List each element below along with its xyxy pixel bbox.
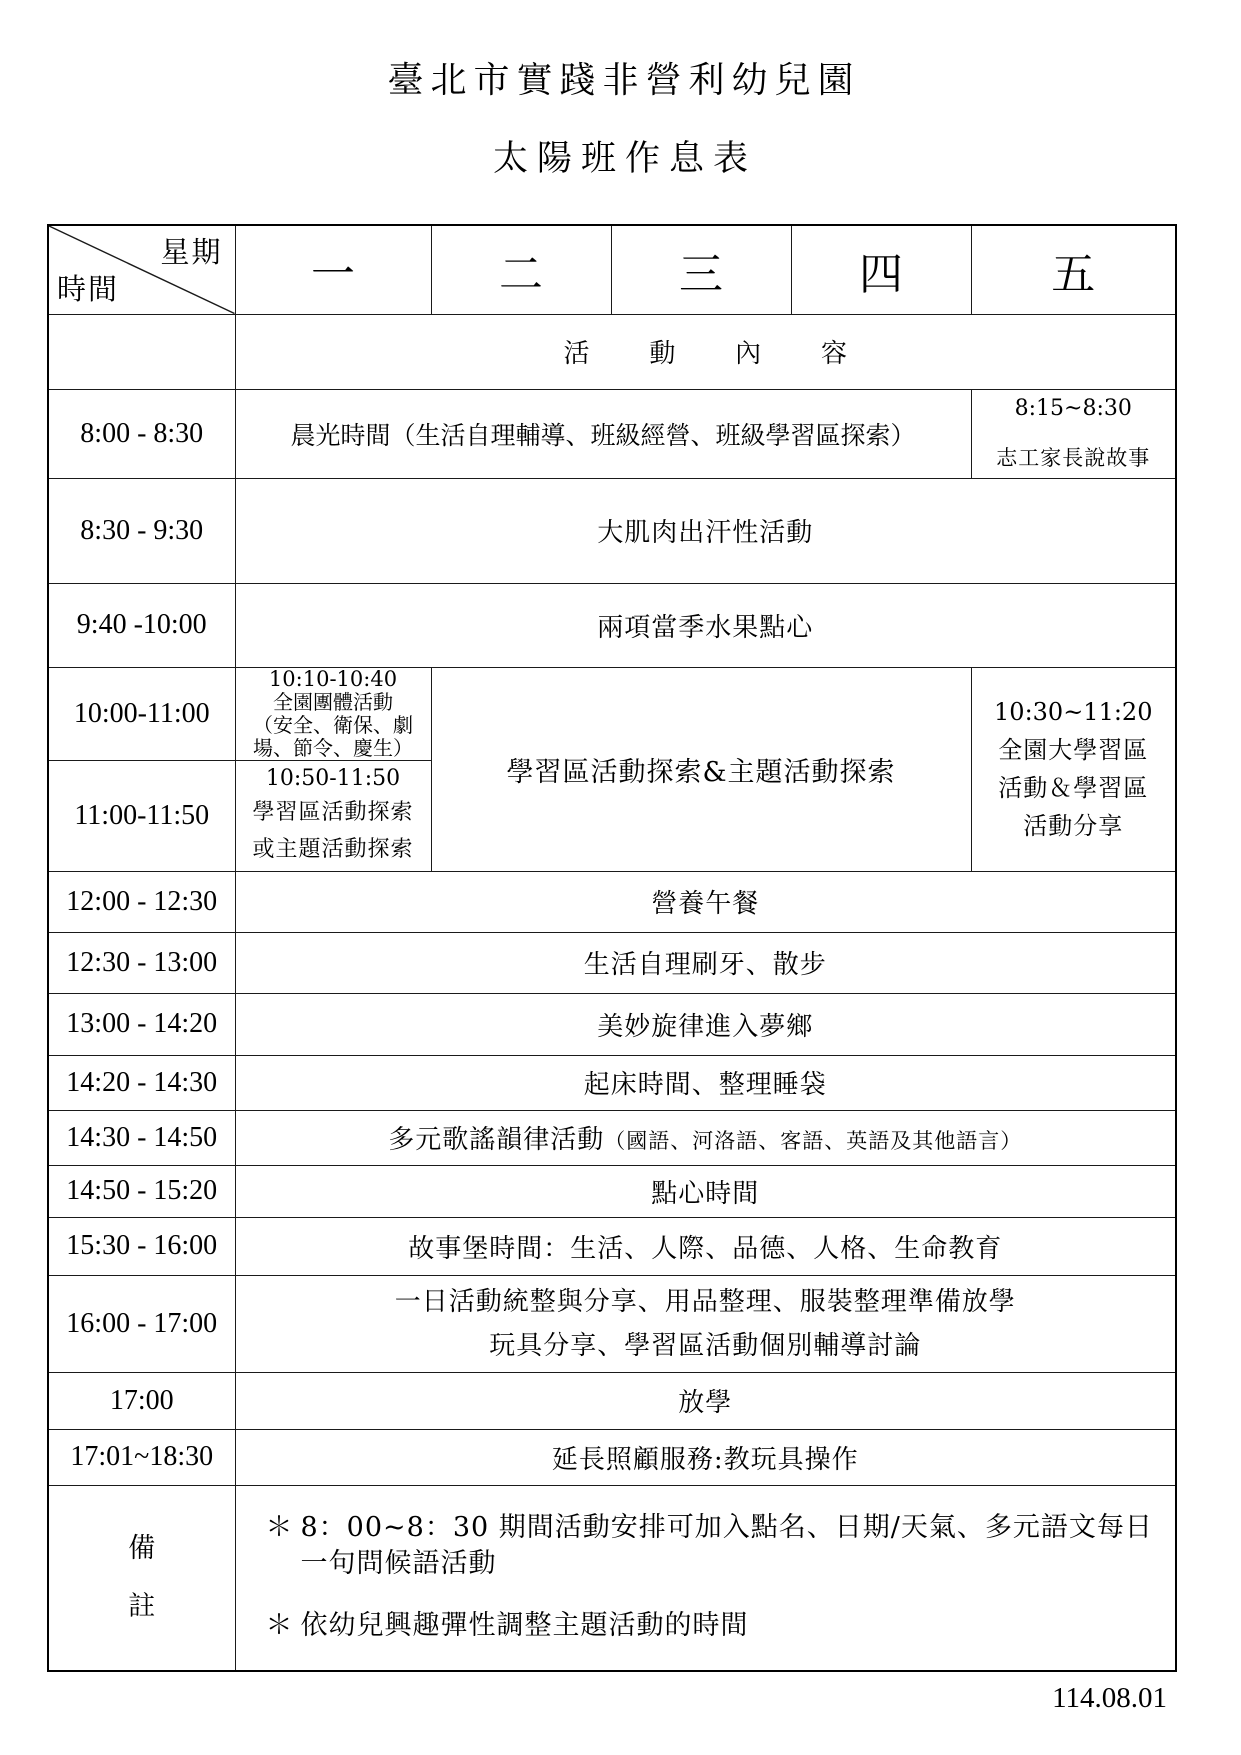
corner-week-label: 星期 [160,235,223,269]
schedule-table [47,224,1177,1672]
friday-learning-cell [971,667,1176,871]
corner-header-cell [48,225,235,314]
time-cell: 12:00 - 12:30 [48,871,235,932]
table-row-content-header [48,314,1176,389]
empty-time-cell [48,314,235,389]
time-cell: 14:50 - 15:20 [48,1165,235,1217]
day-header-fri: 五 [971,225,1176,314]
remark-text: 8：00~8：30 期間活動安排可加入點名、日期/天氣、多元語文每日一句問候語活動 [300,1511,1153,1579]
remark-item [266,1510,1162,1582]
friday-learning-line: 全園大學習區 [998,736,1149,764]
friday-storytime-time: 8:15~8:30 [1014,395,1132,421]
day-header-tue: 二 [431,225,611,314]
activity-cell-morning: 晨光時間（生活自理輔導、班級經營、班級學習區探索） [235,389,971,478]
remarks-label-cell [48,1485,235,1671]
footer-date: 114.08.01 [1052,1681,1167,1714]
monday-learning-line: 學習區活動探索 [252,799,414,825]
activity-cell-wrapup [235,1275,1176,1372]
time-cell: 14:30 - 14:50 [48,1110,235,1165]
time-cell: 12:30 - 13:00 [48,932,235,993]
songs-main-text: 多元歌謠韻律活動 [388,1125,605,1155]
activity-cell-snack: 點心時間 [235,1165,1176,1217]
asterisk-marker: ＊ [265,1511,293,1543]
activity-cell-exercise: 大肌肉出汗性活動 [235,478,1176,583]
table-row [48,932,1176,993]
table-row [48,667,1176,760]
midweek-learning-cell: 學習區活動探索&主題活動探索 [431,667,971,871]
monday-learning-line: 或主題活動探索 [252,836,414,862]
monday-learning-time: 10:50-11:50 [265,765,401,791]
activity-cell-extended: 延長照顧服務:教玩具操作 [235,1429,1176,1485]
content-header: 活動內容 [235,314,1176,389]
time-cell: 13:00 - 14:20 [48,993,235,1055]
time-cell: 11:00-11:50 [48,760,235,871]
table-row-remarks [48,1485,1176,1671]
wrapup-line-2: 玩具分享、學習區活動個別輔導討論 [489,1330,922,1361]
time-cell: 8:00 - 8:30 [48,389,235,478]
monday-learning-cell [235,760,431,871]
corner-time-label: 時間 [57,271,120,306]
table-row [48,1372,1176,1429]
wrapup-line-1: 一日活動統整與分享、用品整理、服裝整理準備放學 [394,1286,1016,1317]
table-row [48,1429,1176,1485]
time-cell: 9:40 -10:00 [48,583,235,667]
time-cell: 10:00-11:00 [48,667,235,760]
activity-cell-brush: 生活自理刷牙、散步 [235,932,1176,993]
table-row-header [48,225,1176,314]
day-header-wed: 三 [611,225,791,314]
asterisk-marker: ＊ [265,1609,293,1641]
time-cell: 16:00 - 17:00 [48,1275,235,1372]
day-header-mon: 一 [235,225,431,314]
friday-learning-line: 活動分享 [1023,812,1124,840]
monday-assembly-line: （安全、衛保、劇 [253,712,413,737]
activity-cell-wake: 起床時間、整理睡袋 [235,1055,1176,1110]
time-cell: 17:00 [48,1372,235,1429]
songs-paren-text: （國語、河洛語、客語、英語及其他語言） [604,1129,1023,1153]
time-cell: 15:30 - 16:00 [48,1217,235,1275]
remark-text: 依幼兒興趣彈性調整主題活動的時間 [300,1609,749,1641]
friday-storytime-cell [971,389,1176,478]
table-row [48,1217,1176,1275]
table-row [48,1055,1176,1110]
activity-cell-lunch: 營養午餐 [235,871,1176,932]
table-row [48,1275,1176,1372]
remarks-label-char: 備 [128,1532,156,1564]
monday-assembly-cell [235,667,431,760]
table-row [48,1110,1176,1165]
monday-assembly-time: 10:10-10:40 [268,667,398,691]
activity-cell-story: 故事堡時間：生活、人際、品德、人格、生命教育 [235,1217,1176,1275]
remarks-content-cell [235,1485,1176,1671]
friday-learning-line: 活動＆學習區 [998,774,1149,802]
remarks-label-char: 註 [128,1590,156,1622]
monday-assembly-line: 全園團體活動 [273,689,393,714]
table-row [48,389,1176,478]
table-row [48,583,1176,667]
table-row [48,478,1176,583]
table-row [48,871,1176,932]
remark-item [266,1608,1162,1644]
activity-cell-songs [235,1110,1176,1165]
time-cell: 17:01~18:30 [48,1429,235,1485]
table-row [48,993,1176,1055]
page-title: 臺北市實踐非營利幼兒園 [387,60,861,101]
page-subtitle: 太陽班作息表 [492,139,757,179]
time-cell: 14:20 - 14:30 [48,1055,235,1110]
time-cell: 8:30 - 9:30 [48,478,235,583]
friday-storytime-text: 志工家長說故事 [996,445,1151,470]
friday-learning-time: 10:30~11:20 [994,698,1153,726]
activity-cell-nap: 美妙旋律進入夢鄉 [235,993,1176,1055]
table-row [48,1165,1176,1217]
day-header-thu: 四 [791,225,971,314]
activity-cell-dismissal: 放學 [235,1372,1176,1429]
monday-assembly-line: 場、節令、慶生） [253,735,413,760]
activity-cell-fruit: 兩項當季水果點心 [235,583,1176,667]
